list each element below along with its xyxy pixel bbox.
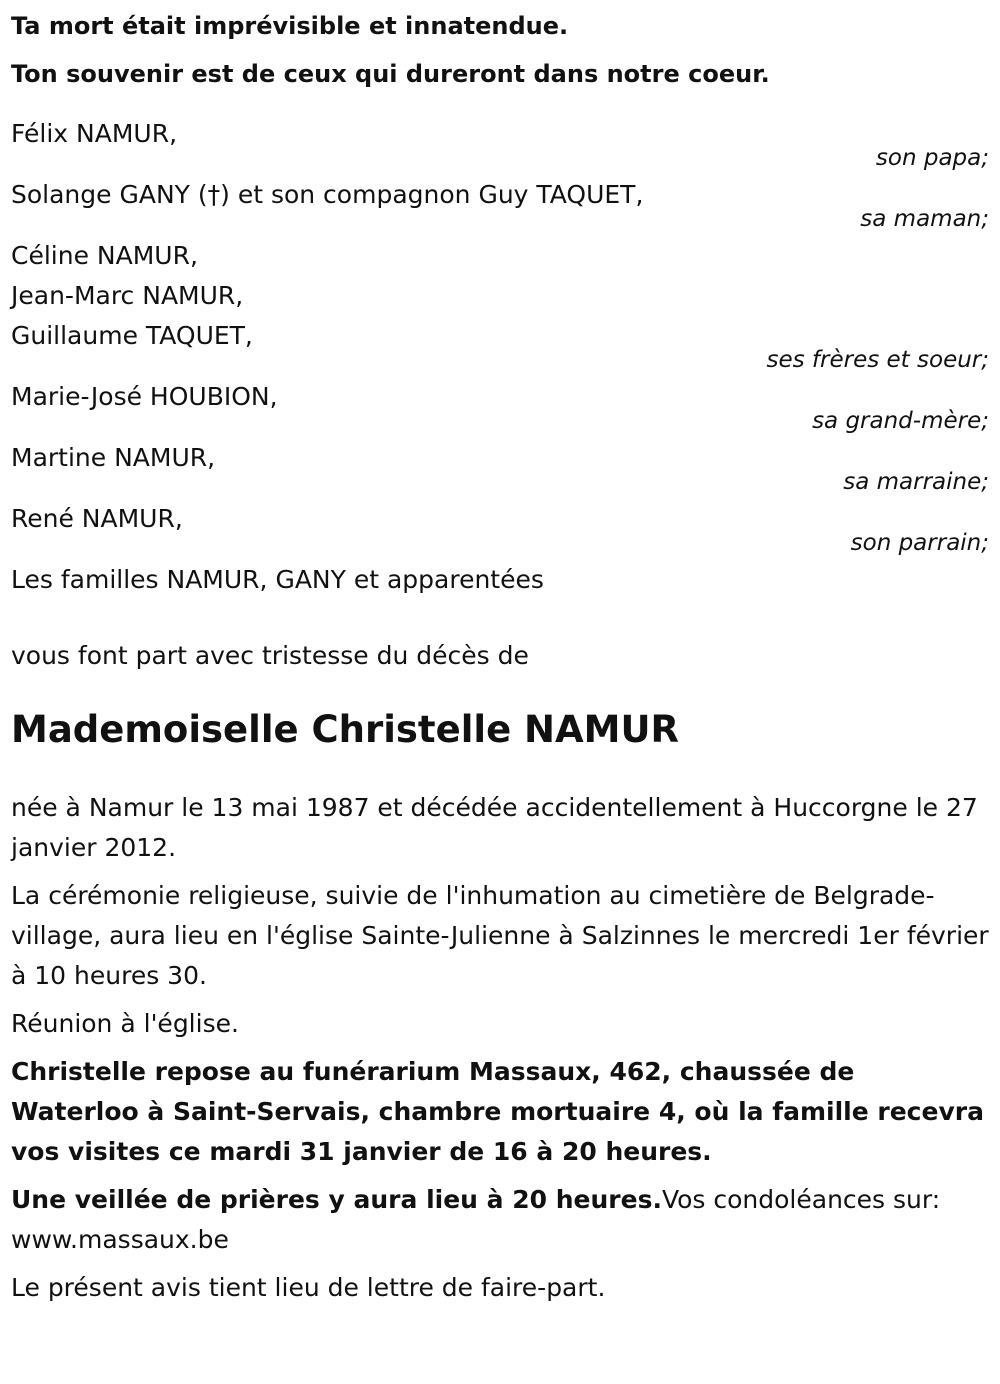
closing-note: Le présent avis tient lieu de lettre de faire-part. [11, 1273, 606, 1302]
family-relation: sa grand-mère; [812, 408, 989, 434]
obituary-notice [11, 0, 989, 1316]
family-entry-siblings [11, 236, 989, 371]
epitaph-line-2: Ton souvenir est de ceux qui dureront dans notre coeur. [11, 60, 770, 88]
family-name: Félix NAMUR, [11, 119, 178, 148]
extended-families: Les familles NAMUR, GANY et apparentées [11, 565, 544, 594]
epitaph-line-1: Ta mort était imprévisible et innatendue. [11, 12, 569, 40]
family-entry-grandmother [11, 377, 989, 432]
vigil-text: Une veillée de prières y aura lieu à 20 heures. [11, 1185, 662, 1214]
meeting-info: Réunion à l'église. [11, 1009, 239, 1038]
family-list [11, 114, 989, 600]
family-relation: son parrain; [850, 530, 989, 556]
family-relation: sa marraine; [843, 469, 989, 495]
family-relation: ses frères et soeur; [766, 347, 989, 373]
deceased-name: Mademoiselle Christelle NAMUR [11, 708, 680, 751]
family-relation: sa maman; [860, 206, 989, 232]
family-name: Solange GANY (†) et son compagnon Guy TAQUET, [11, 180, 644, 209]
ceremony-info: La cérémonie religieuse, suivie de l'inhumation au cimetière de Belgrade-village, aura lieu en l'église Sainte-Julienne à Salzinnes le mercredi 1er février à 10 heures 30. [11, 881, 989, 990]
family-entry-godfather [11, 499, 989, 554]
family-entry-father [11, 114, 989, 169]
family-name: Guillaume TAQUET, [11, 321, 253, 350]
family-entry-mother [11, 175, 989, 230]
family-name: Céline NAMUR, [11, 241, 198, 270]
announcement: vous font part avec tristesse du décès de [11, 641, 529, 670]
vigil-info [11, 1180, 989, 1260]
family-name: Martine NAMUR, [11, 443, 216, 472]
condolences-text: Vos condoléances sur: www.massaux.be [11, 1185, 941, 1254]
funeral-home-info: Christelle repose au funérarium Massaux, 462, chaussée de Waterloo à Saint-Servais, chambre mortuaire 4, où la famille recevra vos visites ce mardi 31 janvier de 16 à 20 heures. [11, 1057, 984, 1166]
family-name: René NAMUR, [11, 504, 183, 533]
epitaph [11, 2, 989, 98]
family-name: Jean-Marc NAMUR, [11, 281, 244, 310]
family-relation: son papa; [875, 145, 989, 171]
family-entry-godmother [11, 438, 989, 493]
family-name: Marie-José HOUBION, [11, 382, 278, 411]
birth-death-info: née à Namur le 13 mai 1987 et décédée accidentellement à Huccorgne le 27 janvier 2012. [11, 793, 978, 862]
